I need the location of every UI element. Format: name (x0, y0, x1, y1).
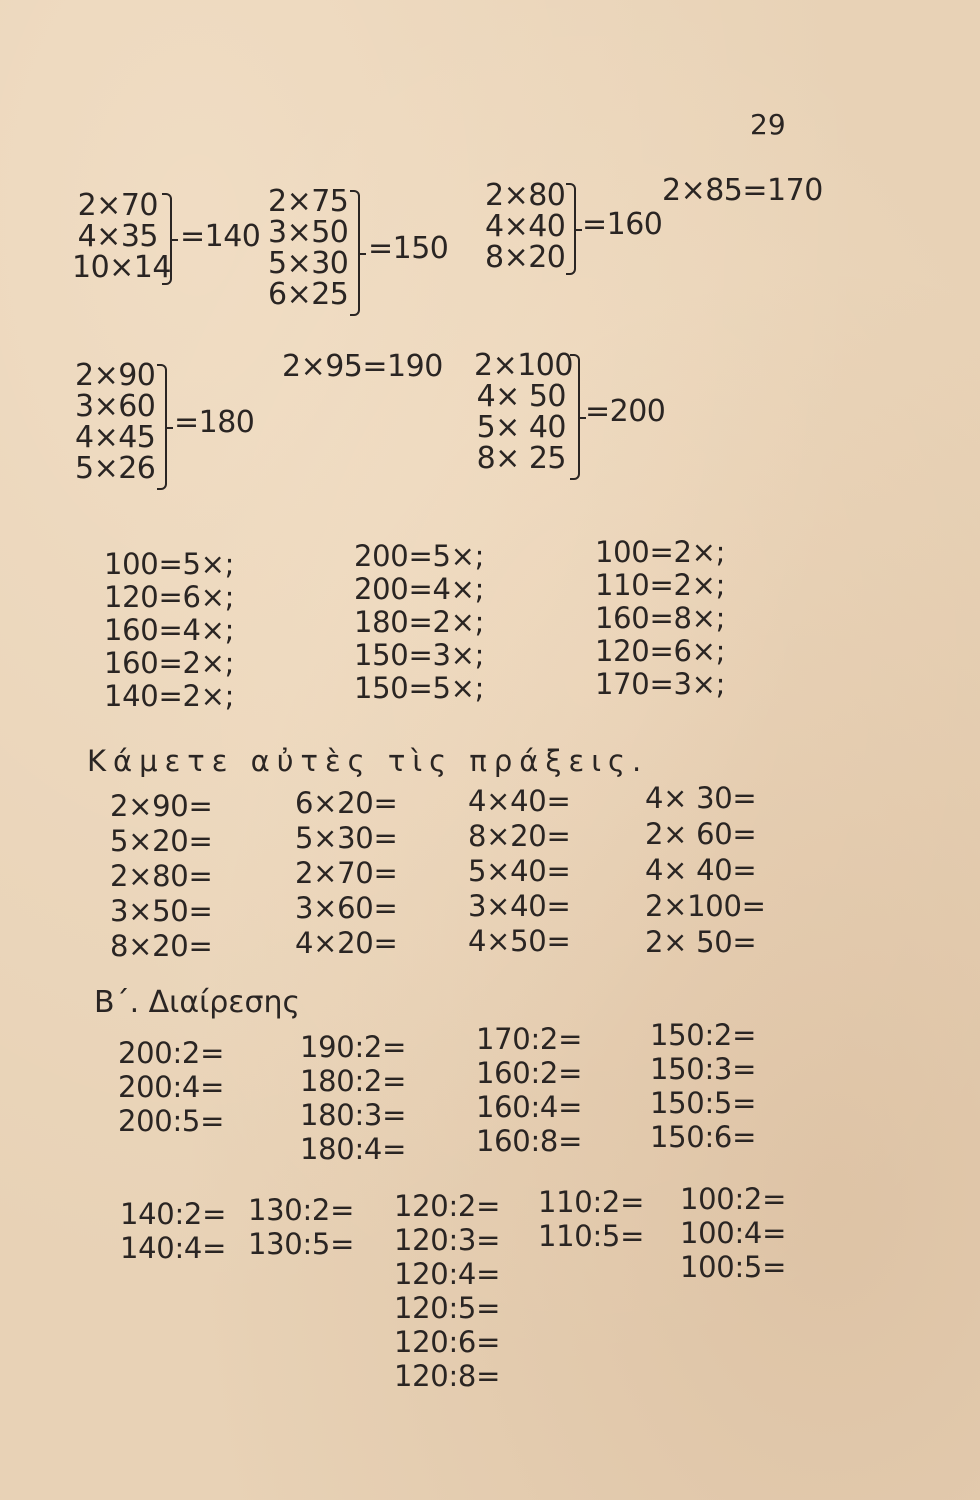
mult-item: 5× 40 (476, 410, 566, 445)
mult-group-200 (474, 348, 573, 476)
mult-item: 8× 25 (476, 441, 566, 476)
equation: 200=4×; (354, 572, 485, 606)
division-exercise: 200:4= (118, 1070, 225, 1104)
mult-item: 4×35 (77, 219, 158, 254)
division-column-8 (538, 1185, 644, 1253)
exercise: 3×50= (110, 894, 213, 928)
division-exercise: 150:5= (650, 1086, 757, 1120)
division-exercise: 130:5= (248, 1227, 355, 1261)
exercise: 2×70= (295, 856, 398, 890)
grouping-brace (566, 183, 576, 275)
division-exercise: 120:5= (394, 1291, 501, 1325)
mult-item: 2×90 (75, 358, 156, 393)
division-exercise: 150:2= (650, 1018, 757, 1052)
group-result: =140 (180, 219, 261, 254)
find-factor-column-3 (595, 536, 725, 701)
mult-item: 2×70 (77, 188, 158, 223)
division-exercise: 130:2= (248, 1193, 355, 1227)
find-factor-column-1 (104, 548, 234, 713)
exercise: 4×50= (468, 924, 571, 958)
division-exercise: 160:8= (476, 1124, 583, 1158)
grouping-brace (157, 364, 167, 490)
grouping-brace (570, 354, 580, 480)
mult-equation: 2×95=190 (282, 349, 443, 384)
division-exercise: 110:5= (538, 1219, 645, 1253)
division-exercise: 140:2= (120, 1197, 227, 1231)
mult-item: 6×25 (268, 277, 349, 312)
division-column-1 (118, 1036, 224, 1138)
page-number: 29 (750, 108, 786, 141)
division-exercise: 200:5= (118, 1104, 225, 1138)
division-column-2 (300, 1030, 406, 1166)
mult-item: 10×14 (72, 250, 171, 285)
equation: 120=6×; (595, 634, 726, 668)
division-exercise: 100:2= (680, 1182, 787, 1216)
division-exercise: 100:5= (680, 1250, 787, 1284)
mult-item: 3×60 (75, 389, 156, 424)
mult-group-160 (485, 180, 565, 273)
division-exercise: 180:3= (300, 1098, 407, 1132)
equation: 160=4×; (104, 613, 235, 647)
division-exercise: 120:2= (394, 1189, 501, 1223)
equation: 150=5×; (354, 671, 485, 705)
mult-item: 5×30 (268, 246, 349, 281)
find-factor-column-2 (354, 540, 484, 705)
exercise: 2× 50= (645, 925, 757, 959)
division-column-3 (476, 1022, 582, 1158)
equation: 170=3×; (595, 667, 726, 701)
division-column-6 (248, 1193, 354, 1261)
equation: 120=6×; (104, 580, 235, 614)
exercise-column-3 (468, 784, 570, 959)
exercise: 8×20= (110, 929, 213, 963)
division-column-5 (120, 1197, 226, 1265)
mult-item: 4×45 (75, 420, 156, 455)
exercise-column-2 (295, 786, 397, 961)
division-section-title: Β΄. Διαίρεσης (94, 985, 301, 1020)
division-column-4 (650, 1018, 756, 1154)
exercise: 8×20= (468, 819, 571, 853)
mult-item: 5×26 (75, 451, 156, 486)
mult-equation: 2×85=170 (662, 173, 823, 208)
division-exercise: 180:4= (300, 1132, 407, 1166)
division-exercise: 150:6= (650, 1120, 757, 1154)
exercise: 4×20= (295, 926, 398, 960)
equation: 150=3×; (354, 638, 485, 672)
exercise: 4×40= (468, 784, 571, 818)
mult-item: 4× 50 (476, 379, 566, 414)
division-exercise: 150:3= (650, 1052, 757, 1086)
exercise: 3×60= (295, 891, 398, 925)
exercise-column-1 (110, 789, 212, 964)
division-exercise: 170:2= (476, 1022, 583, 1056)
division-exercise: 110:2= (538, 1185, 645, 1219)
exercise: 3×40= (468, 889, 571, 923)
equation: 110=2×; (595, 568, 726, 602)
exercise-heading: Κάμετε αὐτὲς τὶς πράξεις. (87, 744, 649, 778)
mult-item: 2×80 (485, 178, 566, 213)
mult-item: 4×40 (485, 209, 566, 244)
division-exercise: 120:6= (394, 1325, 501, 1359)
exercise: 5×40= (468, 854, 571, 888)
exercise: 4× 30= (645, 781, 757, 815)
equation: 180=2×; (354, 605, 485, 639)
exercise: 5×20= (110, 824, 213, 858)
equation: 160=2×; (104, 646, 235, 680)
exercise: 6×20= (295, 786, 398, 820)
group-result: =180 (174, 405, 255, 440)
division-column-7 (394, 1189, 500, 1393)
division-exercise: 120:4= (394, 1257, 501, 1291)
mult-item: 3×50 (268, 215, 349, 250)
exercise: 2×90= (110, 789, 213, 823)
mult-item: 2×100 (474, 348, 573, 383)
division-exercise: 200:2= (118, 1036, 225, 1070)
grouping-brace (162, 193, 172, 285)
division-exercise: 120:8= (394, 1359, 501, 1393)
equation: 200=5×; (354, 539, 485, 573)
exercise: 2× 60= (645, 817, 757, 851)
exercise-column-4 (645, 780, 766, 960)
mult-group-140 (72, 188, 171, 285)
division-exercise: 180:2= (300, 1064, 407, 1098)
equation: 140=2×; (104, 679, 235, 713)
equation: 100=5×; (104, 547, 235, 581)
group-result: =200 (585, 394, 666, 429)
division-exercise: 140:4= (120, 1231, 227, 1265)
exercise: 2×100= (645, 889, 766, 923)
mult-item: 8×20 (485, 240, 566, 275)
equation: 100=2×; (595, 535, 726, 569)
group-result: =150 (368, 231, 449, 266)
division-exercise: 190:2= (300, 1030, 407, 1064)
exercise: 5×30= (295, 821, 398, 855)
mult-group-150 (268, 186, 348, 310)
exercise: 2×80= (110, 859, 213, 893)
equation: 160=8×; (595, 601, 726, 635)
division-exercise: 120:3= (394, 1223, 501, 1257)
division-exercise: 100:4= (680, 1216, 787, 1250)
mult-group-180 (75, 360, 155, 484)
division-exercise: 160:4= (476, 1090, 583, 1124)
division-column-9 (680, 1182, 786, 1284)
group-result: =160 (582, 207, 663, 242)
mult-item: 2×75 (268, 184, 349, 219)
exercise: 4× 40= (645, 853, 757, 887)
division-exercise: 160:2= (476, 1056, 583, 1090)
grouping-brace (350, 190, 360, 316)
